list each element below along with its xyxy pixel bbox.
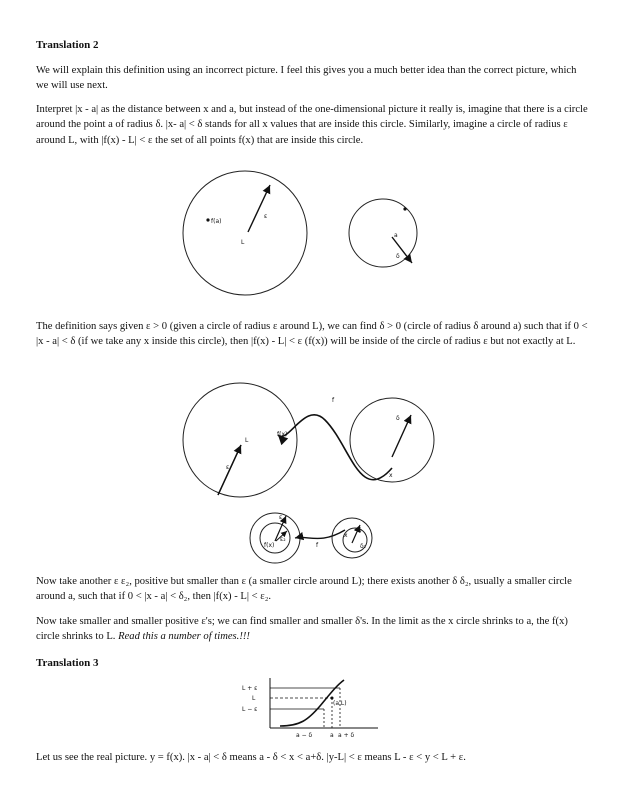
heading-translation-3: Translation 3	[36, 657, 99, 669]
L-label-3: L	[252, 695, 256, 702]
delta-label: δ	[396, 253, 400, 260]
fa-label: f(a)	[211, 218, 222, 225]
epsilon-label-2: ε	[226, 464, 230, 471]
a-plus-delta-label: a + δ	[338, 732, 355, 739]
a-minus-delta-label: a − δ	[296, 732, 313, 739]
function-f-arrow-2	[295, 530, 345, 539]
delta2-label: δ₂	[360, 543, 367, 550]
epsilon-label: ε	[264, 213, 268, 220]
L-minus-eps-label: L − ε	[242, 706, 258, 713]
paragraph-real-picture: Let us see the real picture. y = f(x). |x - a| < δ means a - δ < x < a+δ. |y-L| < ε means L - ε < y < L + ε.	[36, 752, 466, 763]
delta-circle-2	[350, 398, 434, 482]
paragraph-limit-text: Now take smaller and smaller positive ε's; we can find smaller and smaller δ's. In the limit as the x circle shrinks to a, the f(x) circle shrinks to L.	[36, 616, 568, 643]
x-label-2: x	[344, 532, 348, 539]
fa-point	[206, 218, 209, 221]
x-point	[403, 207, 406, 210]
fx-label: f(x)	[277, 431, 288, 438]
fx-label-2: f(x)	[264, 542, 275, 549]
a-label: a	[394, 232, 398, 239]
epsilon2-label: ε₂	[280, 536, 286, 543]
f-label: f	[332, 397, 335, 404]
paragraph-interpret: Interpret |x - a| as the distance between x and a, but instead of the one-dimensional picture it really is, imagine that there is a circle around the point a of radius δ. |x- a| < δ stands for all x values that are inside this circle. Similarly, imagine a circle of radius ε around L, with |f(x) - L| < ε the set of all points f(x) that are inside this circle.	[36, 104, 588, 146]
f-label-2: f	[316, 542, 319, 549]
paragraph-limit-emphasis: Read this a number of times.!!!	[118, 631, 250, 643]
a-L-label: (a,L)	[333, 700, 347, 707]
L-plus-eps-label: L + ε	[242, 685, 258, 692]
heading-translation-2: Translation 2	[36, 39, 99, 51]
epsilon-radius-arrow-2	[218, 445, 241, 495]
delta-radius-arrow	[392, 237, 412, 263]
a-label-2: a	[330, 732, 334, 739]
figure-real-graph	[240, 676, 380, 741]
delta-label-2: δ	[396, 415, 400, 422]
figure-mapping-f	[180, 385, 440, 575]
epsilon-radius-arrow	[248, 185, 270, 232]
paragraph-smaller-epsilon: Now take another ε ε₂, positive but smaller than ε (a smaller circle around L); there exists another δ δ₂, usually a smaller circle around a, such that if 0 < |x - a| < δ₂, then |f(x) - L| < ε₂.	[36, 576, 572, 603]
paragraph-limit	[36, 614, 588, 645]
epsilon-circle-2	[183, 383, 297, 497]
epsilon-label-3: ε	[279, 514, 283, 521]
epsilon-circle	[183, 171, 307, 295]
L-label: L	[241, 239, 245, 246]
delta-radius-arrow-2	[392, 415, 411, 457]
paragraph-intro: We will explain this definition using an incorrect picture. I feel this gives you a much better idea than the correct picture, which we will use next.	[36, 65, 577, 92]
delta-label-3: δ	[358, 527, 362, 534]
x-label: x	[389, 472, 393, 479]
L-label-2: L	[245, 437, 249, 444]
epsilon-circle-small	[250, 513, 300, 563]
paragraph-definition: The definition says given ε > 0 (given a circle of radius ε around L), we can find δ > 0 (circle of radius δ around a) such that if 0 < |x - a| < δ (if we take any x inside this circle), then |f(x) - L| < ε (f(x)) will be inside of the circle of radius ε but not exactly at L.	[36, 321, 588, 348]
figure-circles-epsilon-delta	[180, 170, 450, 310]
